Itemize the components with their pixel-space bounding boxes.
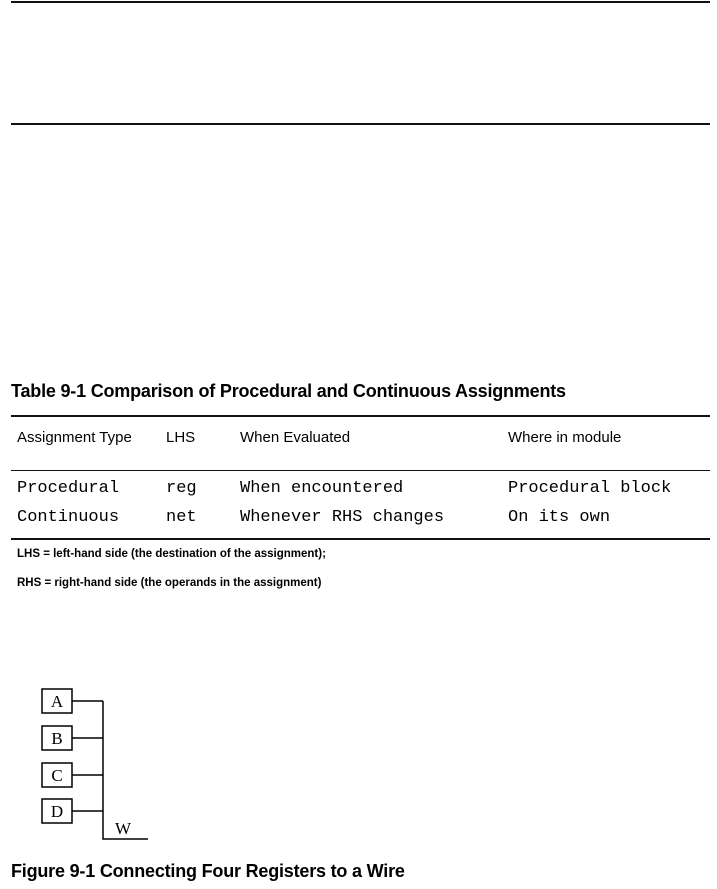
wire-label-w: W — [115, 819, 132, 838]
header-assignment-type: Assignment Type — [17, 429, 132, 446]
table-note-rhs: RHS = right-hand side (the operands in the assignment) — [17, 577, 322, 589]
table-cell: On its own — [508, 508, 611, 527]
register-label-a: A — [50, 692, 64, 711]
register-label-d: D — [50, 802, 64, 821]
table-cell: reg — [166, 479, 197, 498]
table-cell: Continuous — [17, 508, 120, 527]
table-title: Table 9-1 Comparison of Procedural and Continuous Assignments — [11, 381, 566, 401]
header-lhs: LHS — [166, 429, 196, 446]
table-cell: Procedural block — [508, 479, 672, 498]
register-label-c: C — [51, 766, 63, 785]
table-top-rule — [11, 415, 710, 417]
register-label-b: B — [51, 729, 63, 748]
table-cell: Whenever RHS changes — [240, 508, 445, 527]
table-note-lhs: LHS = left-hand side (the destination of the assignment); — [17, 548, 326, 560]
table-header-rule — [11, 470, 710, 471]
figure-caption: Figure 9-1 Connecting Four Registers to a Wire — [11, 861, 405, 881]
table-cell: When encountered — [240, 479, 404, 498]
table-bottom-rule — [11, 538, 710, 540]
table-cell: Procedural — [17, 479, 120, 498]
header-when-evaluated: When Evaluated — [240, 429, 351, 446]
section-rule — [11, 123, 710, 125]
header-where-in-module: Where in module — [508, 429, 622, 446]
top-rule — [11, 1, 710, 3]
register-wire-diagram — [30, 680, 170, 850]
table-cell: net — [166, 508, 197, 527]
